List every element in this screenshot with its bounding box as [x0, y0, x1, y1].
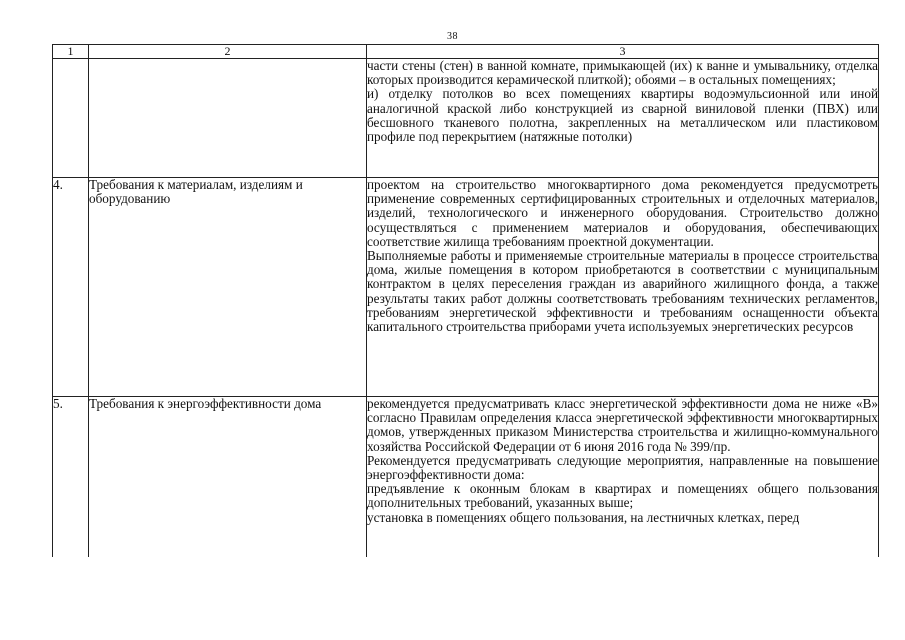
requirement-paragraph: проектом на строительство многоквартирного дома рекомендуется предусмотреть применение современных сертифицированных строительных и отделочных материалов, изделий, технологического и инженерного оборудования. Строительство должно осуществляться с применением материалов и оборудования, обеспечивающих соответствие жилища требованиям проектной документации. [367, 177, 878, 249]
table-row [53, 59, 879, 178]
requirement-paragraph: Выполняемые работы и применяемые строительные материалы в процессе строительства дома, жилые помещения в котором приобретаются в соответствии с муниципальным контрактом в целях переселения граждан из аварийного жилищного фонда, а также результаты таких работ должны соответствовать требованиям технических регламентов, требованиям энергетической эффективности и требованиям оснащенности объекта капитального строительства приборами учета используемых энергетических ресурсов [367, 248, 878, 335]
requirement-paragraph: Рекомендуется предусматривать следующие мероприятия, направленные на повышение энергоэффективности дома: [367, 452, 878, 483]
table-header-row [53, 45, 879, 59]
requirement-text [367, 59, 879, 178]
requirement-name [89, 59, 367, 178]
requirement-paragraph: и) отделку потолков во всех помещениях квартиры водоэмульсионной или иной аналогичной краской либо конструкцией из сварной виниловой пленки (ПВХ) или бесшовного тканевого полотна, закрепленных на металлическом или пластиковом профиле под перекрытием (натяжные потолки) [367, 86, 878, 145]
requirement-paragraph: части стены (стен) в ванной комнате, примыкающей (их) к ванне и умывальнику, отделка которых производится керамической плиткой); обоями – в остальных помещениях; [367, 58, 878, 88]
requirement-name: Требования к энергоэффективности дома [89, 397, 367, 558]
row-number: 5. [53, 397, 89, 558]
requirement-paragraph: рекомендуется предусматривать класс энергетической эффективности дома не ниже «В» согласно Правилам определения класса энергетической эффективности многоквартирных домов, утвержденных приказом Министерства строительства и жилищно-коммунального хозяйства Российской Федерации от 6 июня 2016 года № 399/пр. [367, 396, 878, 454]
column-header-2: 2 [89, 45, 367, 59]
requirement-text [367, 397, 879, 558]
requirement-name: Требования к материалам, изделиям и оборудованию [89, 178, 367, 397]
column-header-3: 3 [367, 45, 879, 59]
row-number [53, 59, 89, 178]
column-header-1: 1 [53, 45, 89, 59]
table-row [53, 178, 879, 397]
requirements-table [52, 44, 879, 557]
requirement-paragraph: предъявление к оконным блокам в квартирах и помещениях общего пользования дополнительных требований, указанных выше; [367, 481, 878, 511]
requirement-paragraph: установка в помещениях общего пользования, на лестничных клетках, перед [367, 509, 800, 525]
row-number: 4. [53, 178, 89, 397]
requirement-text [367, 178, 879, 397]
page-number: 38 [447, 31, 458, 42]
table-row [53, 397, 879, 558]
